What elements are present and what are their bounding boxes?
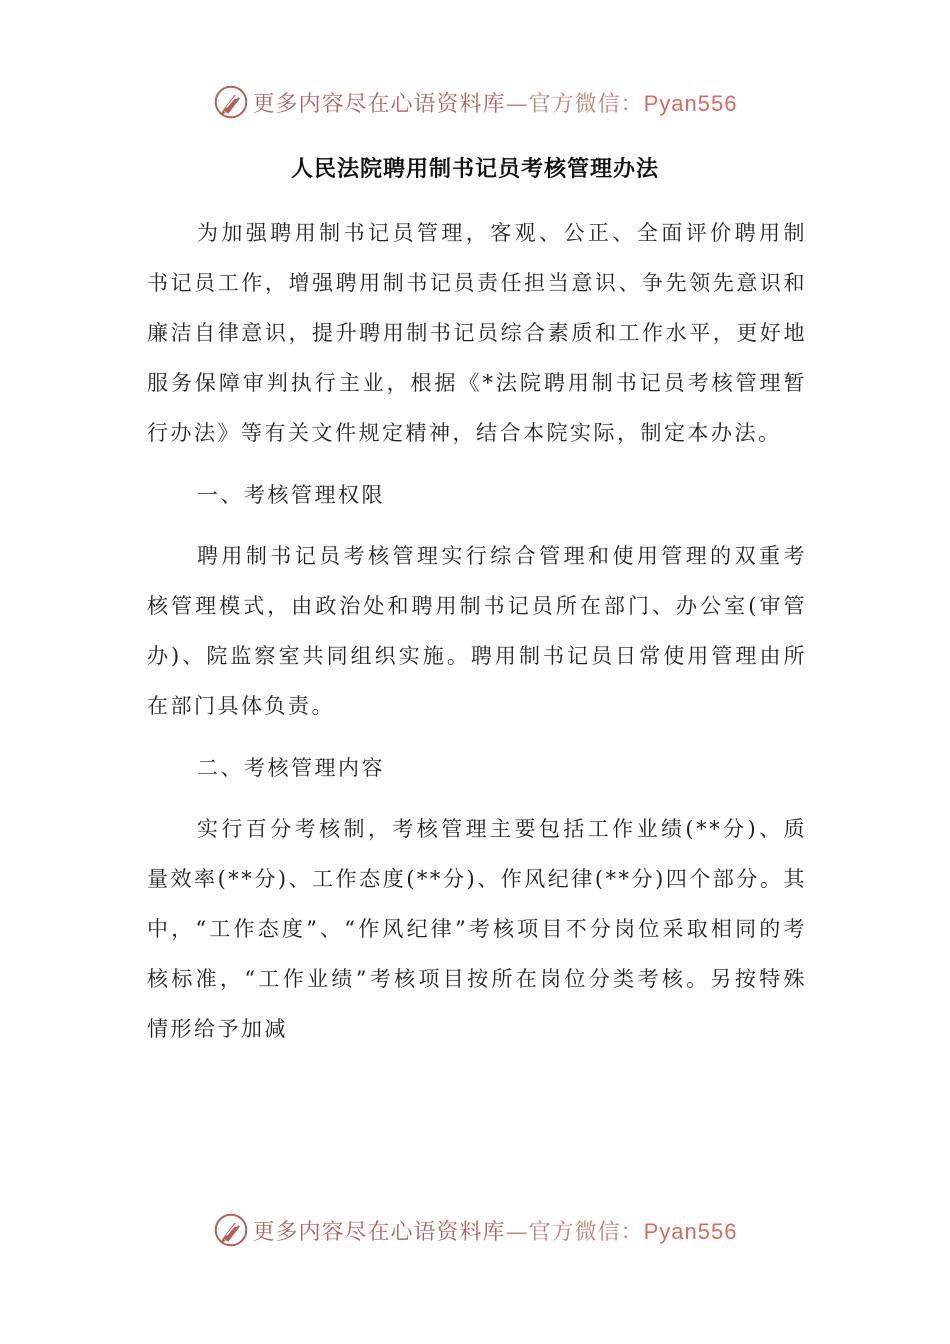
document-body — [147, 208, 807, 1054]
banner-dash: — — [505, 1219, 529, 1245]
section-paragraph: 实行百分考核制，考核管理主要包括工作业绩(**分)、质量效率(**分)、工作态度(**分)、作风纪律(**分)四个部分。其中，“工作态度”、“作风纪律”考核项目不分岗位采取相同的考核标准，“工作业绩”考核项目按所在岗位分类考核。另按特殊情形给予加减 — [147, 817, 807, 1041]
section-paragraph: 聘用制书记员考核管理实行综合管理和使用管理的双重考核管理模式，由政治处和聘用制书记员所在部门、办公室(审管办)、院监察室共同组织实施。聘用制书记员日常使用管理由所在部门具体负责。 — [147, 544, 807, 718]
pen-nib-logo-icon — [213, 84, 249, 120]
banner-official-text: 官方微信： — [528, 1219, 644, 1245]
banner-library-text: 更多内容尽在心语资料库 — [252, 1219, 506, 1245]
pen-nib-logo-icon — [213, 1212, 249, 1248]
banner-wechat-id: Pyan556 — [643, 90, 738, 116]
banner-dash: — — [505, 91, 529, 117]
section-heading: 二、考核管理内容 — [197, 756, 385, 780]
header-banner — [0, 82, 950, 122]
banner-official-text: 官方微信： — [528, 91, 644, 117]
footer-banner — [0, 1210, 950, 1250]
intro-paragraph: 为加强聘用制书记员管理，客观、公正、全面评价聘用制书记员工作，增强聘用制书记员责任担当意识、争先领先意识和廉洁自律意识，提升聘用制书记员综合素质和工作水平，更好地服务保障审判执行主业，根据《*法院聘用制书记员考核管理暂行办法》等有关文件规定精神，结合本院实际，制定本办法。 — [147, 221, 807, 445]
section-heading: 一、考核管理权限 — [197, 483, 385, 507]
banner-library-text: 更多内容尽在心语资料库 — [252, 91, 506, 117]
banner-wechat-id: Pyan556 — [643, 1218, 738, 1244]
page-title: 人民法院聘用制书记员考核管理办法 — [290, 156, 659, 182]
